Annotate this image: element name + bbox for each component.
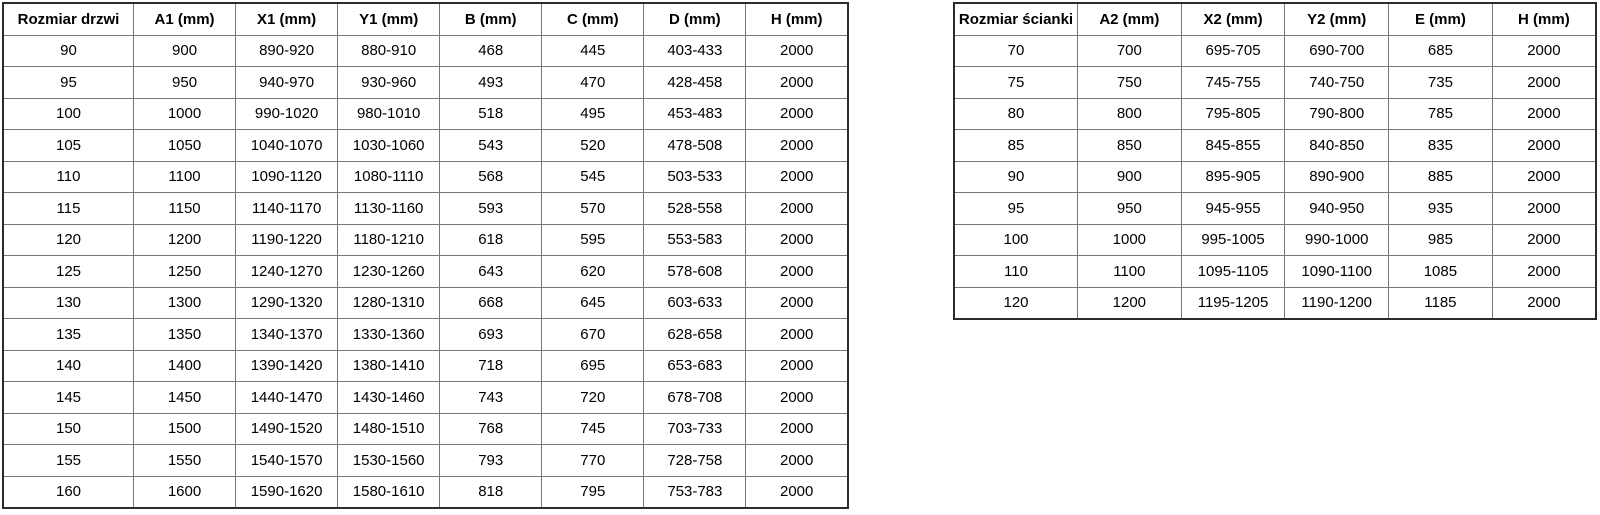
table-cell: 2000 [746, 161, 848, 193]
door-dimensions-table [2, 2, 849, 509]
table-cell: 1550 [134, 445, 236, 477]
column-header: B (mm) [440, 3, 542, 35]
table-cell: 950 [1078, 193, 1182, 225]
table-cell: 1400 [134, 350, 236, 382]
table-cell: 690-700 [1285, 35, 1389, 67]
table-cell: 135 [3, 319, 134, 351]
table-cell: 1280-1310 [338, 287, 440, 319]
table-cell: 2000 [746, 445, 848, 477]
table-cell: 1050 [134, 130, 236, 162]
table-row [3, 35, 848, 67]
table-cell: 1095-1105 [1181, 256, 1285, 288]
table-cell: 945-955 [1181, 193, 1285, 225]
table-cell: 850 [1078, 130, 1182, 162]
table-cell: 1590-1620 [236, 476, 338, 508]
column-header: A2 (mm) [1078, 3, 1182, 35]
table-cell: 520 [542, 130, 644, 162]
table-cell: 80 [954, 98, 1078, 130]
table-cell: 2000 [746, 287, 848, 319]
column-header: H (mm) [746, 3, 848, 35]
table-row [3, 130, 848, 162]
table-row [954, 193, 1596, 225]
table-cell: 2000 [1492, 130, 1596, 162]
table-row [3, 98, 848, 130]
table-cell: 593 [440, 193, 542, 225]
column-header: Y2 (mm) [1285, 3, 1389, 35]
table-cell: 990-1020 [236, 98, 338, 130]
table-cell: 940-950 [1285, 193, 1389, 225]
column-header: H (mm) [1492, 3, 1596, 35]
table-cell: 885 [1389, 161, 1493, 193]
table-cell: 545 [542, 161, 644, 193]
table-cell: 1290-1320 [236, 287, 338, 319]
table-cell: 1180-1210 [338, 224, 440, 256]
table-cell: 728-758 [644, 445, 746, 477]
table-cell: 1200 [134, 224, 236, 256]
table-cell: 685 [1389, 35, 1493, 67]
table-cell: 1190-1220 [236, 224, 338, 256]
table-cell: 1040-1070 [236, 130, 338, 162]
table-cell: 1430-1460 [338, 382, 440, 414]
table-cell: 695 [542, 350, 644, 382]
header-row [3, 3, 848, 35]
table-cell: 140 [3, 350, 134, 382]
table-cell: 2000 [1492, 224, 1596, 256]
table-cell: 110 [3, 161, 134, 193]
table-cell: 900 [134, 35, 236, 67]
table-cell: 518 [440, 98, 542, 130]
table-row [954, 256, 1596, 288]
table-cell: 493 [440, 67, 542, 99]
table-cell: 890-900 [1285, 161, 1389, 193]
table-row [954, 98, 1596, 130]
table-cell: 940-970 [236, 67, 338, 99]
table-cell: 800 [1078, 98, 1182, 130]
header-row [954, 3, 1596, 35]
table-cell: 95 [954, 193, 1078, 225]
table-cell: 1600 [134, 476, 236, 508]
table-cell: 745 [542, 413, 644, 445]
table-cell: 1380-1410 [338, 350, 440, 382]
table-cell: 120 [3, 224, 134, 256]
table-cell: 770 [542, 445, 644, 477]
table-cell: 693 [440, 319, 542, 351]
table-cell: 845-855 [1181, 130, 1285, 162]
table-cell: 1090-1100 [1285, 256, 1389, 288]
table-cell: 2000 [746, 98, 848, 130]
table-cell: 720 [542, 382, 644, 414]
table-cell: 620 [542, 256, 644, 288]
table-cell: 980-1010 [338, 98, 440, 130]
table-cell: 2000 [746, 256, 848, 288]
column-header: Rozmiar drzwi [3, 3, 134, 35]
table-cell: 105 [3, 130, 134, 162]
table-cell: 745-755 [1181, 67, 1285, 99]
table-cell: 1300 [134, 287, 236, 319]
table-cell: 900 [1078, 161, 1182, 193]
table-row [3, 287, 848, 319]
table-cell: 740-750 [1285, 67, 1389, 99]
table-cell: 700 [1078, 35, 1182, 67]
table-cell: 2000 [746, 67, 848, 99]
table-cell: 1350 [134, 319, 236, 351]
table-cell: 2000 [746, 476, 848, 508]
table-cell: 145 [3, 382, 134, 414]
table-row [954, 130, 1596, 162]
table-cell: 603-633 [644, 287, 746, 319]
table-cell: 2000 [746, 382, 848, 414]
table-cell: 2000 [746, 350, 848, 382]
table-cell: 1030-1060 [338, 130, 440, 162]
table-cell: 2000 [746, 35, 848, 67]
table-cell: 768 [440, 413, 542, 445]
table-cell: 130 [3, 287, 134, 319]
table-row [3, 67, 848, 99]
table-cell: 503-533 [644, 161, 746, 193]
table-cell: 75 [954, 67, 1078, 99]
table-cell: 1500 [134, 413, 236, 445]
table-row [954, 35, 1596, 67]
column-header: X1 (mm) [236, 3, 338, 35]
table-cell: 1580-1610 [338, 476, 440, 508]
table-row [3, 382, 848, 414]
table-cell: 543 [440, 130, 542, 162]
table-cell: 2000 [1492, 161, 1596, 193]
table-cell: 428-458 [644, 67, 746, 99]
table-cell: 718 [440, 350, 542, 382]
table-cell: 478-508 [644, 130, 746, 162]
table-cell: 445 [542, 35, 644, 67]
table-cell: 695-705 [1181, 35, 1285, 67]
table-cell: 1085 [1389, 256, 1493, 288]
table-cell: 110 [954, 256, 1078, 288]
table-cell: 100 [3, 98, 134, 130]
table-row [3, 256, 848, 288]
table-cell: 628-658 [644, 319, 746, 351]
table-cell: 990-1000 [1285, 224, 1389, 256]
table-cell: 578-608 [644, 256, 746, 288]
table-cell: 553-583 [644, 224, 746, 256]
table-cell: 1530-1560 [338, 445, 440, 477]
table-cell: 528-558 [644, 193, 746, 225]
table-cell: 1440-1470 [236, 382, 338, 414]
table-cell: 1100 [1078, 256, 1182, 288]
table-cell: 818 [440, 476, 542, 508]
table-cell: 150 [3, 413, 134, 445]
table-cell: 880-910 [338, 35, 440, 67]
table-cell: 645 [542, 287, 644, 319]
table-row [3, 350, 848, 382]
table-cell: 735 [1389, 67, 1493, 99]
column-header: Y1 (mm) [338, 3, 440, 35]
table-cell: 1000 [134, 98, 236, 130]
table-cell: 2000 [1492, 256, 1596, 288]
table-cell: 160 [3, 476, 134, 508]
table-cell: 85 [954, 130, 1078, 162]
table-cell: 403-433 [644, 35, 746, 67]
table-cell: 1140-1170 [236, 193, 338, 225]
table-cell: 2000 [746, 319, 848, 351]
table-cell: 1000 [1078, 224, 1182, 256]
table-cell: 1130-1160 [338, 193, 440, 225]
table-cell: 2000 [1492, 193, 1596, 225]
table-cell: 120 [954, 287, 1078, 319]
table-cell: 90 [3, 35, 134, 67]
table-cell: 743 [440, 382, 542, 414]
table-cell: 793 [440, 445, 542, 477]
table-row [954, 67, 1596, 99]
table-cell: 100 [954, 224, 1078, 256]
column-header: A1 (mm) [134, 3, 236, 35]
table-row [3, 224, 848, 256]
table-cell: 1540-1570 [236, 445, 338, 477]
column-header: D (mm) [644, 3, 746, 35]
table-cell: 470 [542, 67, 644, 99]
table-cell: 595 [542, 224, 644, 256]
column-header: Rozmiar ścianki [954, 3, 1078, 35]
table-row [954, 224, 1596, 256]
table-cell: 1240-1270 [236, 256, 338, 288]
column-header: X2 (mm) [1181, 3, 1285, 35]
table-cell: 995-1005 [1181, 224, 1285, 256]
table-cell: 1230-1260 [338, 256, 440, 288]
table-cell: 670 [542, 319, 644, 351]
table-cell: 1150 [134, 193, 236, 225]
table-cell: 840-850 [1285, 130, 1389, 162]
table-cell: 835 [1389, 130, 1493, 162]
table-cell: 703-733 [644, 413, 746, 445]
table-cell: 618 [440, 224, 542, 256]
table-cell: 1100 [134, 161, 236, 193]
table-cell: 125 [3, 256, 134, 288]
table-cell: 1480-1510 [338, 413, 440, 445]
table-cell: 2000 [1492, 98, 1596, 130]
table-cell: 1450 [134, 382, 236, 414]
table-cell: 890-920 [236, 35, 338, 67]
table-cell: 1190-1200 [1285, 287, 1389, 319]
table-cell: 930-960 [338, 67, 440, 99]
table-row [954, 161, 1596, 193]
table-cell: 1330-1360 [338, 319, 440, 351]
table-cell: 1090-1120 [236, 161, 338, 193]
table-cell: 2000 [746, 193, 848, 225]
table-cell: 1080-1110 [338, 161, 440, 193]
table-cell: 1390-1420 [236, 350, 338, 382]
table-cell: 1195-1205 [1181, 287, 1285, 319]
column-header: C (mm) [542, 3, 644, 35]
table-cell: 653-683 [644, 350, 746, 382]
table-row [3, 161, 848, 193]
table-cell: 70 [954, 35, 1078, 67]
table-cell: 2000 [746, 224, 848, 256]
table-cell: 678-708 [644, 382, 746, 414]
table-row [954, 287, 1596, 319]
table-row [3, 445, 848, 477]
table-cell: 155 [3, 445, 134, 477]
table-cell: 2000 [1492, 35, 1596, 67]
table-cell: 2000 [746, 413, 848, 445]
table-cell: 790-800 [1285, 98, 1389, 130]
table-cell: 453-483 [644, 98, 746, 130]
table-cell: 95 [3, 67, 134, 99]
table-cell: 570 [542, 193, 644, 225]
table-cell: 1250 [134, 256, 236, 288]
table-cell: 795 [542, 476, 644, 508]
table-row [3, 476, 848, 508]
table-cell: 668 [440, 287, 542, 319]
table-cell: 568 [440, 161, 542, 193]
table-cell: 1185 [1389, 287, 1493, 319]
table-row [3, 413, 848, 445]
table-row [3, 319, 848, 351]
table-cell: 495 [542, 98, 644, 130]
table-cell: 90 [954, 161, 1078, 193]
table-cell: 2000 [746, 130, 848, 162]
table-cell: 643 [440, 256, 542, 288]
table-row [3, 193, 848, 225]
table-cell: 795-805 [1181, 98, 1285, 130]
table-cell: 2000 [1492, 287, 1596, 319]
table-cell: 2000 [1492, 67, 1596, 99]
table-cell: 750 [1078, 67, 1182, 99]
table-cell: 935 [1389, 193, 1493, 225]
table-cell: 785 [1389, 98, 1493, 130]
table-cell: 1340-1370 [236, 319, 338, 351]
table-cell: 468 [440, 35, 542, 67]
table-cell: 753-783 [644, 476, 746, 508]
table-cell: 1200 [1078, 287, 1182, 319]
table-cell: 115 [3, 193, 134, 225]
table-cell: 1490-1520 [236, 413, 338, 445]
table-cell: 985 [1389, 224, 1493, 256]
table-cell: 950 [134, 67, 236, 99]
column-header: E (mm) [1389, 3, 1493, 35]
table-cell: 895-905 [1181, 161, 1285, 193]
wall-panel-dimensions-table [953, 2, 1597, 320]
